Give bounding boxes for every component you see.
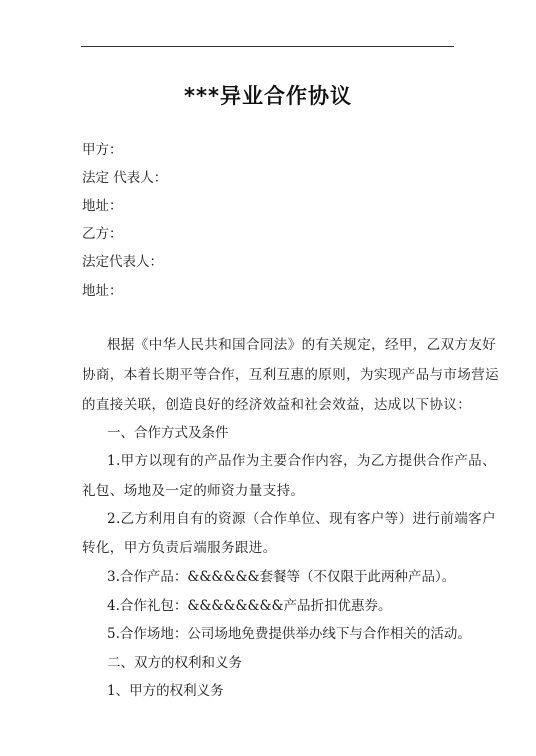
preamble-line-3: 的直接关联，创造良好的经济效益和社会效益，达成以下协议： bbox=[82, 397, 472, 413]
preamble-line-2: 协商，本着长期平等合作，互利互惠的原则，为实现产品与市场营运 bbox=[82, 367, 499, 383]
party-a-label: 甲方： bbox=[82, 142, 123, 158]
section-2-subheading-1: 1、甲方的权利义务 bbox=[107, 683, 224, 699]
section-1-item-1-line-2: 礼包、场地及一定的师资力量支持。 bbox=[82, 483, 305, 499]
party-a-representative-label: 法定 代表人： bbox=[82, 170, 168, 186]
party-a-address-label: 地址： bbox=[82, 198, 123, 214]
section-2-heading: 二、双方的权利和义务 bbox=[107, 655, 242, 671]
section-1-item-2-line-2: 转化，甲方负责后端服务跟进。 bbox=[82, 540, 277, 556]
header-rule bbox=[81, 46, 454, 47]
party-b-label: 乙方： bbox=[82, 226, 123, 242]
party-b-representative-label: 法定代表人： bbox=[82, 254, 163, 270]
section-1-item-4: 4.合作礼包：&&&&&&&&产品折扣优惠券。 bbox=[107, 598, 392, 614]
section-1-item-1-line-1: 1.甲方以现有的产品作为主要合作内容，为乙方提供合作产品、 bbox=[107, 453, 496, 469]
section-1-heading: 一、合作方式及条件 bbox=[107, 425, 229, 441]
section-1-item-2-line-1: 2.乙方利用自有的资源（合作单位、现有客户等）进行前端客户 bbox=[107, 511, 496, 527]
party-b-address-label: 地址： bbox=[82, 283, 123, 299]
section-1-item-5: 5.合作场地：公司场地免费提供举办线下与合作相关的活动。 bbox=[107, 626, 471, 642]
section-1-item-3: 3.合作产品：&&&&&&套餐等（不仅限于此两种产品）。 bbox=[107, 569, 456, 585]
document-title: ***异业合作协议 bbox=[184, 84, 352, 108]
preamble-line-1: 根据《中华人民共和国合同法》的有关规定，经甲，乙双方友好 bbox=[107, 337, 497, 353]
